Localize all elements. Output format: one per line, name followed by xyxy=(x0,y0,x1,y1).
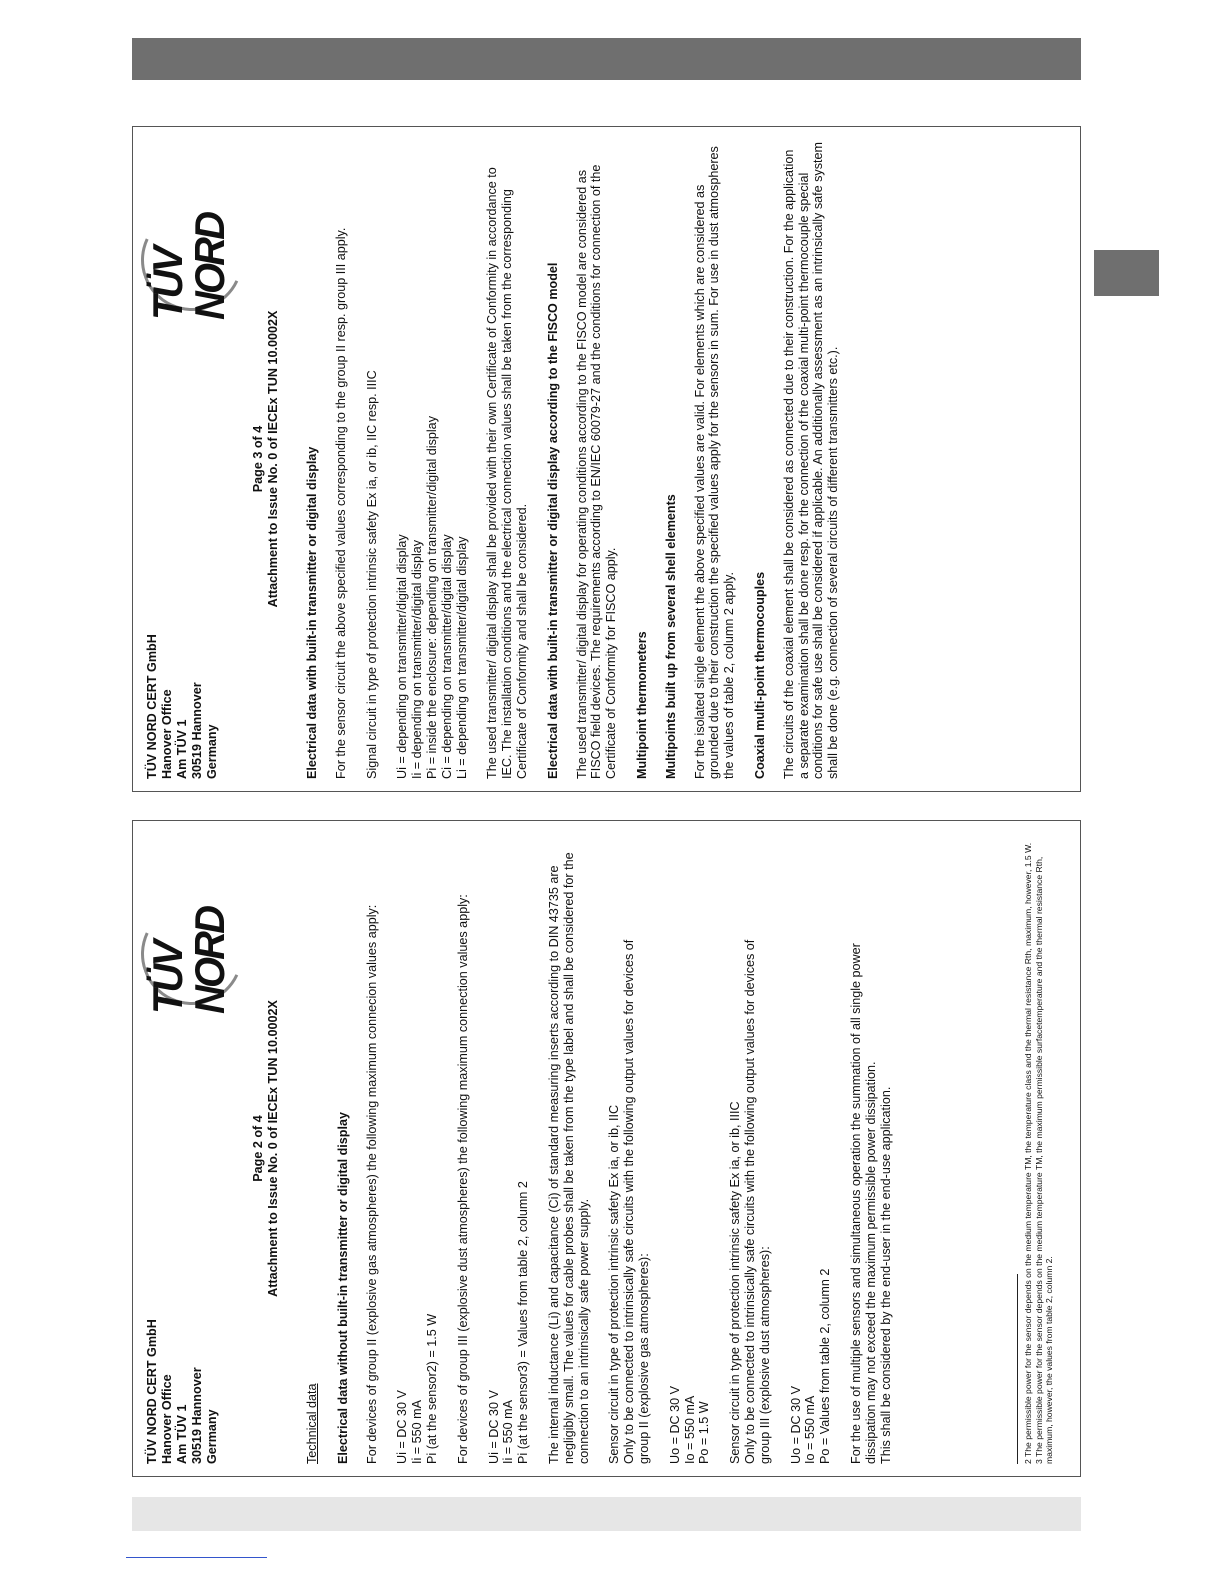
attachment-title: Attachment to Issue No. 0 of IECEx TUN 10.0002X xyxy=(265,310,280,608)
value-line: Po = 1.5 W xyxy=(697,1401,712,1464)
footnote-rule xyxy=(1017,1274,1018,1464)
section-heading: Electrical data without built-in transmitter or digital display xyxy=(335,1112,350,1464)
paragraph: The circuits of the coaxial element shall be considered as connected due to their construction. For the application a separate examination shall be done resp. for the connection of the coaxial multi-point thermocouple special conditions for safe use shall be considered if applicable. An additionally assessment as an intrinsically safe system shall be done (e.g. connection of several circuits of different transmitters etc.). xyxy=(781,141,841,779)
section-heading: Multipoints built up from several shell elements xyxy=(663,494,678,779)
value-line: Uo = DC 30 V xyxy=(667,1385,682,1464)
paragraph: The used transmitter/ digital display shall be provided with their own Certificate of Conformity in accordance to IEC. The installation conditions and the electrical connection values shall be taken from the corresponding Certificate of Conformity and shall be considered. xyxy=(485,167,529,779)
value-line: Io = 550 mA xyxy=(682,1395,697,1464)
page-2-content xyxy=(133,821,1080,1476)
issuer-address xyxy=(145,634,220,779)
address-line: Germany xyxy=(205,1409,219,1464)
value-line: Pi (at the sensor3) = Values from table 2, column 2 xyxy=(516,1181,531,1464)
value-line: Ui = DC 30 V xyxy=(486,1390,501,1464)
paragraph: For the sensor circuit the above specified values corresponding to the group II resp. group III apply. xyxy=(333,227,348,779)
text-line: Sensor circuit in type of protection intrinsic safety Ex ia, or ib, IIIC xyxy=(728,1101,743,1464)
address-line: 30519 Hannover xyxy=(190,1367,204,1464)
logo-text: TÜV NORD xyxy=(144,907,233,1014)
paragraph: Signal circuit in type of protection intrinsic safety Ex ia, or ib, IIC resp. IIIC xyxy=(364,370,379,779)
page-number: Page 2 of 4 xyxy=(251,1115,265,1182)
output-dust-values xyxy=(789,835,833,1464)
address-line: Am TÜV 1 xyxy=(175,719,189,779)
text-line: Only to be connected to intrinsically safe circuits with the following output values for devices of xyxy=(742,939,757,1464)
address-line: Germany xyxy=(205,724,219,779)
logo-text: TÜV NORD xyxy=(144,213,233,320)
attachment-title: Attachment to Issue No. 0 of IECEx TUN 10.0002X xyxy=(265,1000,280,1297)
address-line: 30519 Hannover xyxy=(190,682,204,779)
section-heading: Multipoint thermometers xyxy=(634,631,649,779)
tuv-nord-logo xyxy=(141,843,237,1023)
address-line: TÜV NORD CERT GmbH xyxy=(145,634,159,779)
value-line: Pi = inside the enclosure: depending on transmitter/digital display xyxy=(424,416,439,779)
header-bar xyxy=(132,38,1081,80)
section-heading: Electrical data with built-in transmitter or digital display xyxy=(305,446,319,779)
paragraph: For devices of group II (explosive gas atmospheres) the following maximum connecion values apply: xyxy=(364,904,379,1464)
value-line: Ui = DC 30 V xyxy=(395,1390,410,1464)
tuv-nord-logo xyxy=(141,149,237,329)
value-line: Ci = depending on transmitter/digital display xyxy=(439,534,454,779)
value-line: Po = Values from table 2, column 2 xyxy=(818,1268,833,1464)
footnote: 3 The permissible power for the sensor depends on the medium temperature TM, the maximum permissible surfacetemperature and the thermal resistance Rth, maximum, however, the values from table 2, column 2. xyxy=(1034,856,1054,1464)
issuer-address xyxy=(145,1319,220,1464)
value-line: Io = 550 mA xyxy=(803,1395,818,1464)
text-line: This shall be considered by the end-user in the end-use application. xyxy=(878,1086,893,1464)
certificate-page-3 xyxy=(132,126,1081,792)
footnotes xyxy=(1023,831,1055,1464)
page-number: Page 3 of 4 xyxy=(251,425,265,493)
paragraph: For devices of group III (explosive dust atmospheres) the following maximum connection values apply: xyxy=(455,894,470,1464)
sensor-gas-text xyxy=(607,835,651,1464)
address-line: Hanover Office xyxy=(160,689,174,779)
footnote: 2 The permissible power for the sensor depends on the medium temperature TM, the temperature class and the thermal resistance Rth, maximum, however, 1.5 W. xyxy=(1023,842,1033,1464)
paragraph: For the isolated single element the above specified values are valid. For elements which are considered as grounded due to their construction the specified values apply for the sensors in sum. For use in dust atmospheres the values of table 2, column 2 apply. xyxy=(692,146,737,779)
value-line: Ui = depending on transmitter/digital display xyxy=(395,534,410,779)
value-line: Uo = DC 30 V xyxy=(788,1385,803,1464)
page-2-body xyxy=(305,835,909,1464)
value-line: Pi (at the sensor2) = 1.5 W xyxy=(424,1313,439,1464)
technical-data-heading: Technical data xyxy=(305,1383,319,1464)
attachment-heading xyxy=(251,139,281,779)
output-gas-values xyxy=(668,835,712,1464)
text-line: For the use of multiple sensors and simultaneous operation the summation of all single power xyxy=(848,943,863,1464)
section-heading: Electrical data with built-in transmitter or digital display according to the FISCO model xyxy=(545,262,560,779)
attachment-heading xyxy=(251,833,281,1464)
text-line: group III (explosive dust atmospheres): xyxy=(757,1246,772,1464)
value-line: Ii = depending on transmitter/digital display xyxy=(410,539,425,779)
page-3-content xyxy=(133,127,1080,791)
multiple-sensors-text xyxy=(849,835,893,1464)
footer-bar xyxy=(132,1497,1081,1531)
footer-link-line xyxy=(126,1557,267,1558)
side-tab xyxy=(1094,250,1159,296)
value-line: Ii = 550 mA xyxy=(501,1399,516,1464)
page-3-body xyxy=(305,141,857,779)
paragraph: The used transmitter/ digital display for operating conditions according to the FISCO model are considered as FISCO field devices. The requirements according to EN/IEC 60079-27 and the conditions for connection of the Certificate of Conformity for FISCO apply. xyxy=(574,164,619,779)
address-line: Am TÜV 1 xyxy=(175,1404,189,1464)
section-heading: Coaxial multi-point thermocouples xyxy=(752,571,767,779)
text-line: Only to be connected to intrinsically safe circuits with the following output values for devices of xyxy=(622,939,637,1464)
group3-values xyxy=(487,835,531,1464)
value-line: Li = depending on transmitter/digital display xyxy=(454,536,469,779)
group2-values xyxy=(395,835,439,1464)
address-line: Hanover Office xyxy=(160,1374,174,1464)
address-line: TÜV NORD CERT GmbH xyxy=(145,1319,159,1464)
certificate-page-2 xyxy=(132,820,1081,1477)
value-line: Ii = 550 mA xyxy=(410,1399,425,1464)
paragraph: The internal inductance (Li) and capacitance (Ci) of standard measuring inserts according to DIN 43735 are negligibly small. The values for cable probes shall be taken from the type label and shall be considered for the connection to an intrinsically safe power supply. xyxy=(546,852,591,1464)
text-line: group II (explosive gas atmospheres): xyxy=(636,1253,651,1464)
signal-values xyxy=(395,141,469,779)
sensor-dust-text xyxy=(728,835,772,1464)
text-line: dissipation may not exceed the maximum permissible power dissipation. xyxy=(863,1061,878,1464)
text-line: Sensor circuit in type of protection intrinsic safety Ex ia, or ib, IIC xyxy=(607,1104,622,1464)
